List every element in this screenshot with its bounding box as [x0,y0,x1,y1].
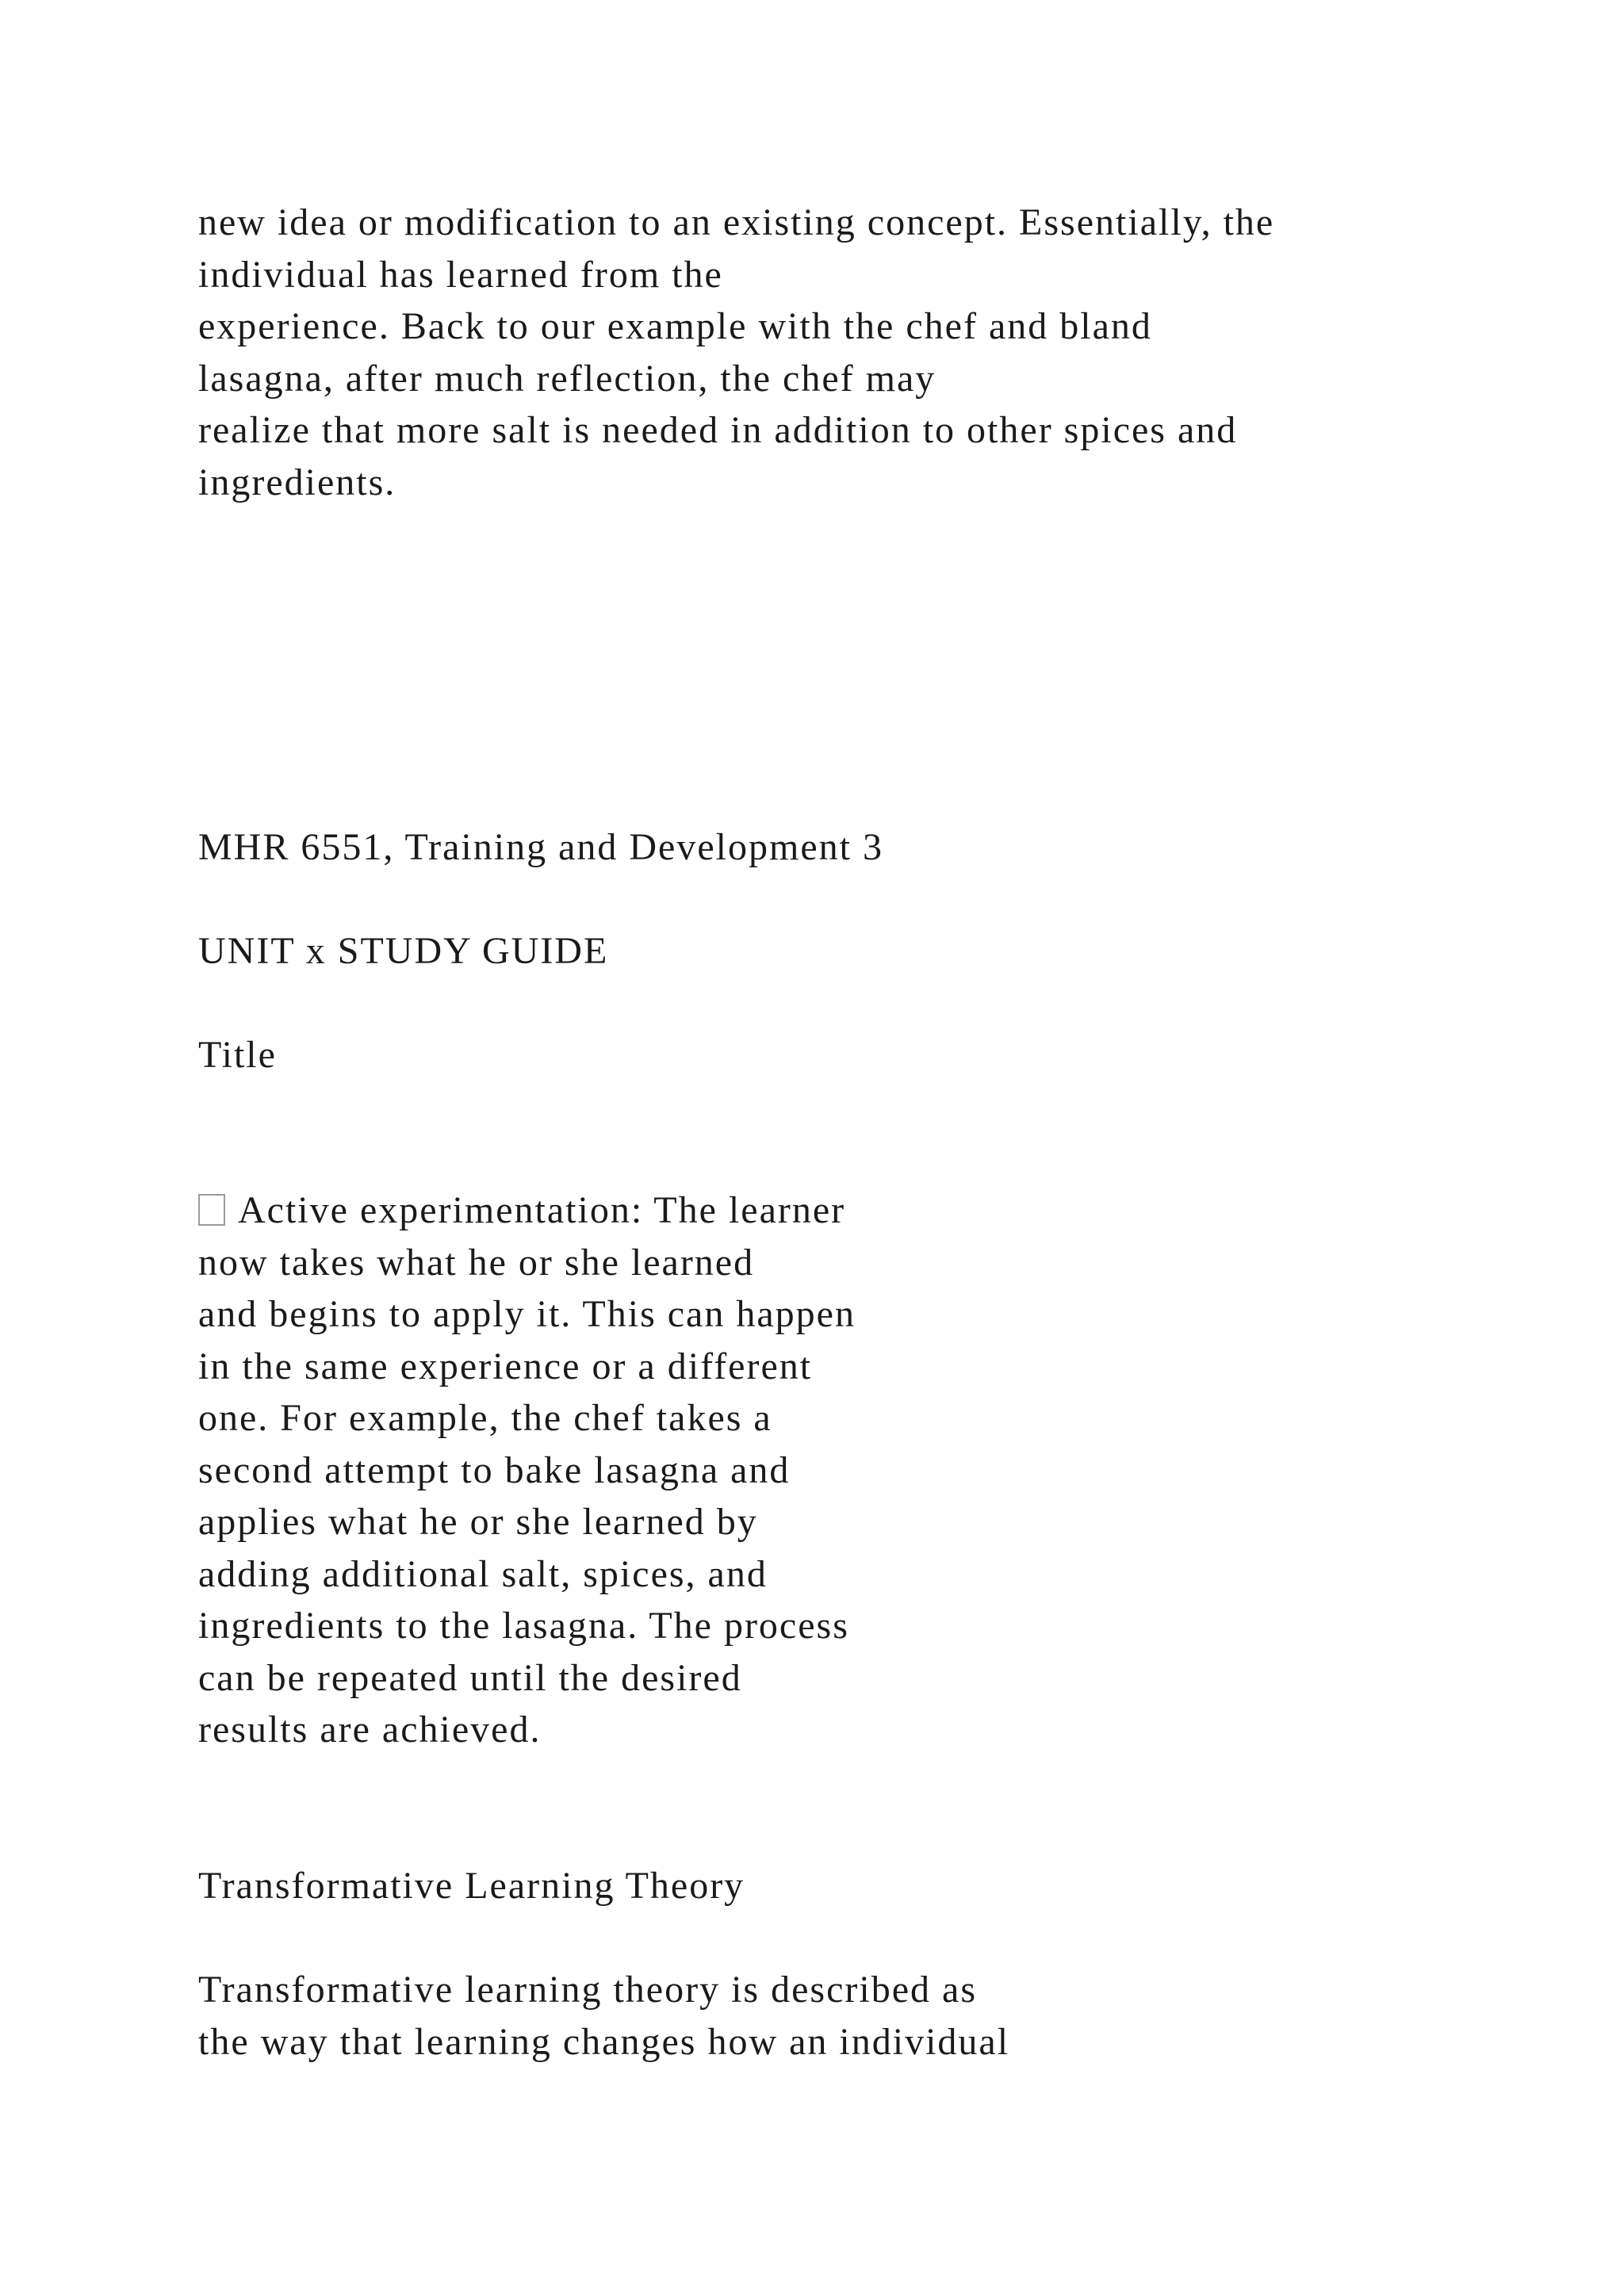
bullet-first-line [198,1184,856,1237]
text-line: Transformative learning theory is described as [198,1969,977,2011]
unit-title: UNIT x STUDY GUIDE [198,930,609,972]
bullet-paragraph [198,1184,856,1756]
text-line: experience. Back to our example with the chef and bland [198,305,1152,347]
text-line: now takes what he or she learned [198,1241,755,1284]
text-line: new idea or modification to an existing concept. Essentially, the [198,201,1275,243]
text-line: applies what he or she learned by [198,1501,758,1543]
text-line: the way that learning changes how an individual [198,2020,1010,2063]
page-title: Title [198,1034,277,1076]
course-title: MHR 6551, Training and Development 3 [198,826,883,868]
text-line: lasagna, after much reflection, the chef may [198,357,936,400]
unit-header [198,925,608,978]
text-line: and begins to apply it. This can happen [198,1293,856,1335]
section-heading-block [198,1860,745,1912]
text-line: can be repeated until the desired [198,1656,742,1699]
text-line: adding additional salt, spices, and [198,1552,768,1595]
text-line: ingredients to the lasagna. The process [198,1605,849,1647]
text-line: realize that more salt is needed in addition to other spices and [198,409,1238,451]
text-line: second attempt to bake lasagna and [198,1448,791,1491]
title-block [198,1029,277,1081]
text-line: one. For example, the chef takes a [198,1397,772,1439]
bullet-box-icon [198,1194,225,1226]
text-line: individual has learned from the [198,253,723,296]
section-paragraph [198,1964,1009,2068]
text-line: results are achieved. [198,1709,542,1751]
section-heading: Transformative Learning Theory [198,1865,745,1907]
text-line: in the same experience or a different [198,1345,813,1387]
bullet-text: Active experimentation: The learner [238,1189,846,1231]
text-line: ingredients. [198,461,396,503]
course-header [198,821,883,874]
intro-paragraph [198,197,1274,508]
